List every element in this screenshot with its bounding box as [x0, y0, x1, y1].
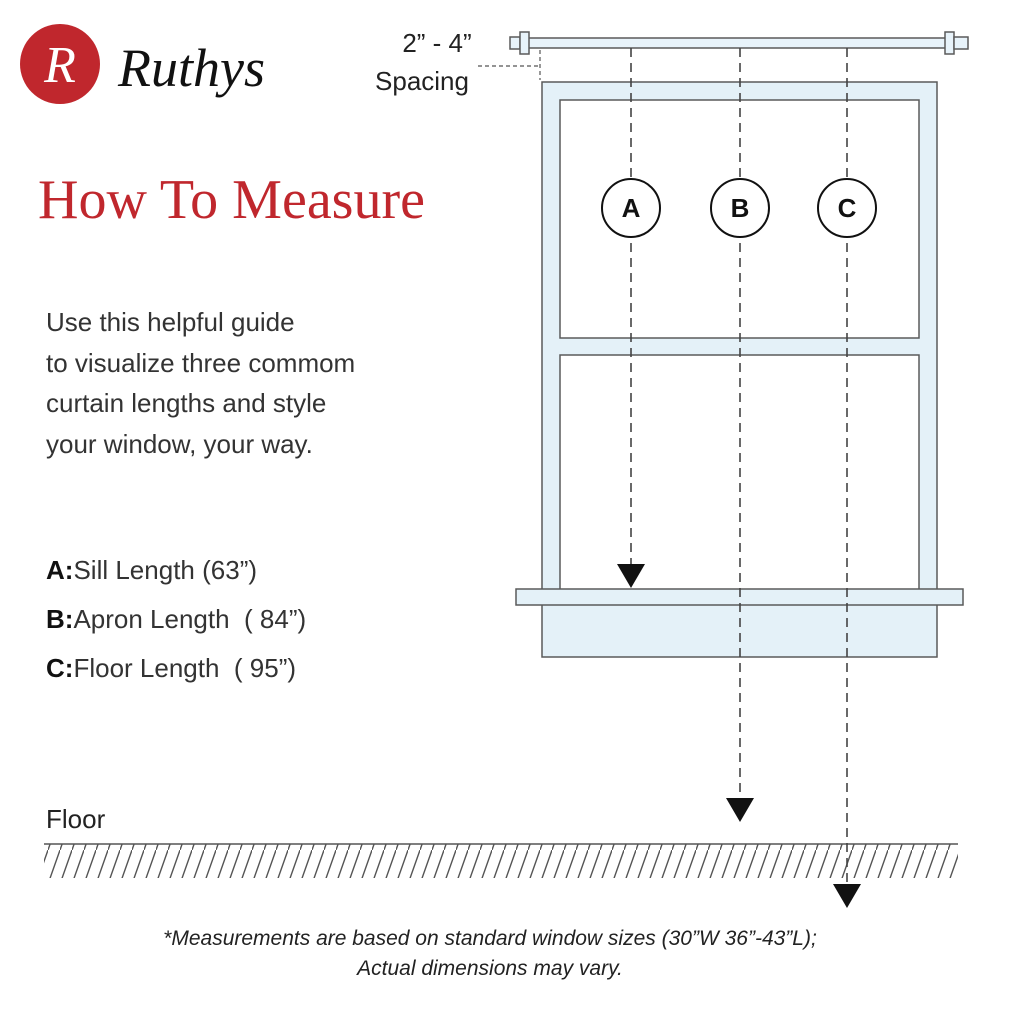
intro-text: [46, 302, 446, 464]
marker-letter-b: B: [730, 193, 750, 223]
rod-bracket-left: [520, 32, 529, 54]
floor-surface: [44, 844, 958, 878]
length-legend: [46, 550, 306, 697]
rod-end-right: [954, 37, 968, 49]
legend-length: ( 95”): [233, 653, 297, 683]
floor-hatching: [44, 844, 958, 878]
page-title: How To Measure: [38, 169, 425, 231]
curtain-rod: [510, 32, 968, 54]
legend-item-sill: A:Sill Length (63”): [46, 555, 258, 585]
footnote: [0, 924, 980, 984]
intro-line: your window, your way.: [46, 428, 313, 459]
legend-label: Sill Length: [73, 555, 195, 585]
legend-key: C: [46, 653, 65, 683]
spacing-label: Spacing: [375, 66, 469, 96]
rod-end-left: [510, 37, 520, 49]
footnote-line-1: *Measurements are based on standard window sizes (30”W 36”-43”L);: [163, 927, 817, 950]
arrow-c: [833, 884, 861, 908]
legend-label: Apron Length: [73, 604, 230, 634]
spacing-value: 2” - 4”: [402, 28, 472, 58]
rod-bracket-right: [945, 32, 954, 54]
legend-key: A: [46, 555, 65, 585]
brand-logo: [20, 24, 265, 104]
logo-script: Ruthys: [118, 38, 265, 98]
legend-item-apron: B:Apron Length ( 84”): [46, 604, 307, 634]
footnote-line-2: Actual dimensions may vary.: [357, 957, 623, 980]
legend-length: (63”): [202, 555, 258, 585]
legend-length: ( 84”): [244, 604, 307, 634]
legend-label: Floor Length: [73, 653, 220, 683]
legend-key: B: [46, 604, 65, 634]
arrow-b: [726, 798, 754, 822]
logo-monogram: R: [44, 37, 76, 94]
intro-line: curtain lengths and style: [46, 388, 327, 418]
marker-letter-c: C: [837, 193, 857, 223]
intro-line: to visualize three commom: [46, 347, 356, 378]
intro-line: Use this helpful guide: [46, 307, 295, 337]
floor-label: Floor: [46, 804, 106, 834]
rod-bar: [524, 38, 948, 48]
legend-item-floor: C:Floor Length ( 95”): [46, 653, 297, 683]
marker-letter-a: A: [621, 193, 641, 223]
